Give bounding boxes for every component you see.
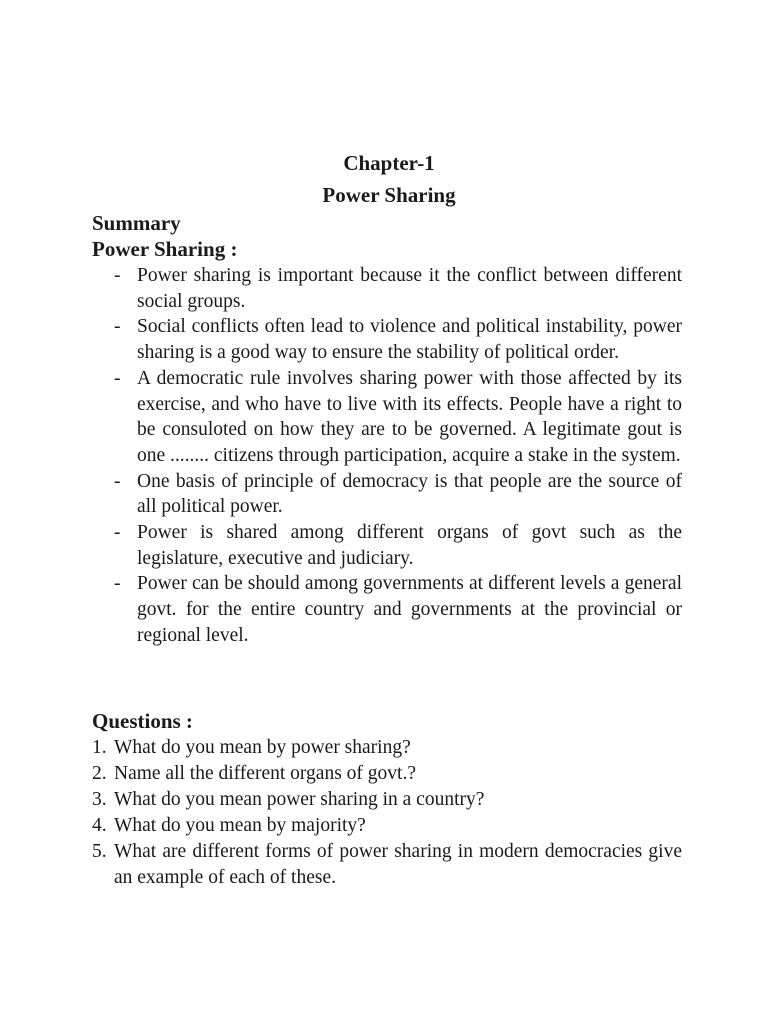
bullet-dash: - bbox=[114, 573, 121, 595]
question-text: What do you mean by majority? bbox=[114, 815, 366, 836]
bullet-dash: - bbox=[114, 265, 121, 286]
chapter-title: Power Sharing bbox=[322, 183, 456, 207]
summary-item bbox=[92, 469, 682, 520]
question-text: What do you mean power sharing in a country? bbox=[114, 789, 485, 810]
bullet-dash: - bbox=[114, 367, 121, 389]
question-number: 5. bbox=[92, 841, 107, 862]
question-item bbox=[92, 787, 682, 813]
questions-heading: Questions : bbox=[92, 709, 193, 733]
summary-heading: Summary bbox=[92, 211, 181, 235]
chapter-number: Chapter-1 bbox=[343, 151, 435, 175]
question-number: 3. bbox=[92, 789, 107, 810]
summary-item-text: Power sharing is important because it the conflict between different social groups. bbox=[137, 265, 682, 312]
summary-item bbox=[92, 366, 682, 469]
summary-item-text: Social conflicts often lead to violence and political instability, power sharing is a good way to ensure the stability of political order. bbox=[137, 316, 682, 364]
summary-item bbox=[92, 571, 682, 648]
summary-item-text: One basis of principle of democracy is that people are the source of all political power. bbox=[137, 470, 682, 518]
power-sharing-subheading: Power Sharing : bbox=[92, 237, 238, 261]
question-text: Name all the different organs of govt.? bbox=[114, 763, 416, 784]
question-item bbox=[92, 735, 682, 761]
question-number: 2. bbox=[92, 763, 107, 784]
question-item bbox=[92, 813, 682, 839]
summary-item bbox=[92, 263, 682, 314]
bullet-dash: - bbox=[114, 470, 121, 492]
question-number: 1. bbox=[92, 737, 107, 758]
bullet-dash: - bbox=[114, 316, 121, 338]
question-number: 4. bbox=[92, 815, 107, 836]
question-text: What are different forms of power sharing in modern democracies give an example of each of these. bbox=[114, 841, 682, 888]
summary-item bbox=[92, 520, 682, 571]
bullet-dash: - bbox=[114, 522, 121, 544]
summary-item-text: A democratic rule involves sharing power with those affected by its exercise, and who have to live with its effects. People have a right to be consuloted on how they are to be governed. A legitimate gout is one ........ citizens through participation, acquire a stake in the system. bbox=[137, 367, 682, 466]
summary-list bbox=[92, 263, 682, 649]
question-item bbox=[92, 839, 682, 891]
question-list bbox=[92, 735, 682, 891]
question-item bbox=[92, 761, 682, 787]
summary-item-text: Power is shared among different organs of govt such as the legislature, executive and judiciary. bbox=[137, 522, 682, 569]
summary-item bbox=[92, 314, 682, 365]
summary-item-text: Power can be should among governments at different levels a general govt. for the entire country and governments at the provincial or regional level. bbox=[137, 573, 682, 646]
question-text: What do you mean by power sharing? bbox=[114, 737, 411, 758]
